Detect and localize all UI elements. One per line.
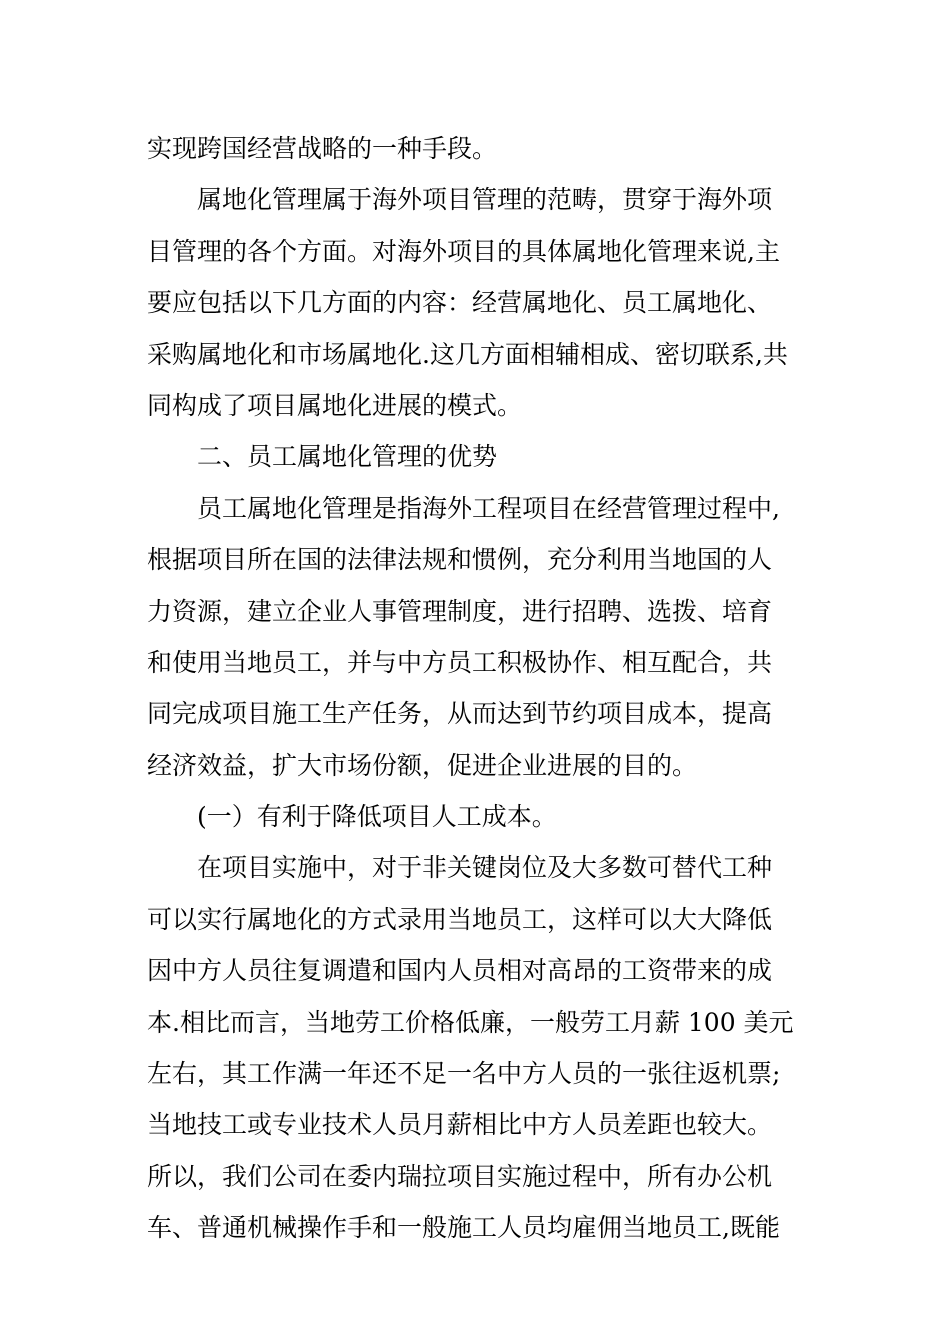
text-line: 车、普通机械操作手和一般施工人员均雇佣当地员工,既能 xyxy=(147,1213,780,1243)
text-line: 当地技工或专业技术人员月薪相比中方人员差距也较大。 xyxy=(147,1110,773,1140)
text-line: 可以实行属地化的方式录用当地员工，这样可以大大降低 xyxy=(147,904,773,934)
section-heading: 二、员工属地化管理的优势 xyxy=(197,442,498,472)
text-line: 同完成项目施工生产任务，从而达到节约项目成本，提高 xyxy=(147,699,773,729)
text-line: 本.相比而言，当地劳工价格低廉，一般劳工月薪 100 美元 xyxy=(147,1007,794,1037)
text-line: 经济效益，扩大市场份额，促进企业进展的目的。 xyxy=(147,750,698,780)
text-line: 实现跨国经营战略的一种手段。 xyxy=(147,134,498,163)
text-line: 力资源，建立企业人事管理制度，进行招聘、选拨、培育 xyxy=(147,596,773,626)
paragraph-first-line: 在项目实施中，对于非关键岗位及大多数可替代工种 xyxy=(197,853,773,883)
text-line: 因中方人员往复调遣和国内人员相对高昂的工资带来的成 xyxy=(147,956,773,986)
text-line: 要应包括以下几方面的内容：经营属地化、员工属地化、 xyxy=(147,288,773,318)
text-line: 同构成了项目属地化进展的模式。 xyxy=(147,390,523,420)
text-line: 和使用当地员工，并与中方员工积极协作、相互配合，共 xyxy=(147,647,773,677)
text-line: 根据项目所在国的法律法规和惯例，充分利用当地国的人 xyxy=(147,545,773,575)
paragraph-first-line: 属地化管理属于海外项目管理的范畴，贯穿于海外项 xyxy=(197,185,773,215)
subsection-heading: (一）有利于降低项目人工成本。 xyxy=(197,802,557,832)
body-text xyxy=(147,123,807,1254)
text-line: 左右，其工作满一年还不足一名中方人员的一张往返机票; xyxy=(147,1059,781,1089)
text-line: 所以，我们公司在委内瑞拉项目实施过程中，所有办公机 xyxy=(147,1161,773,1191)
text-line: 目管理的各个方面。对海外项目的具体属地化管理来说,主 xyxy=(147,236,780,266)
paragraph-first-line: 员工属地化管理是指海外工程项目在经营管理过程中, xyxy=(197,493,780,523)
text-line: 采购属地化和市场属地化.这几方面相辅相成、密切联系,共 xyxy=(147,339,788,369)
